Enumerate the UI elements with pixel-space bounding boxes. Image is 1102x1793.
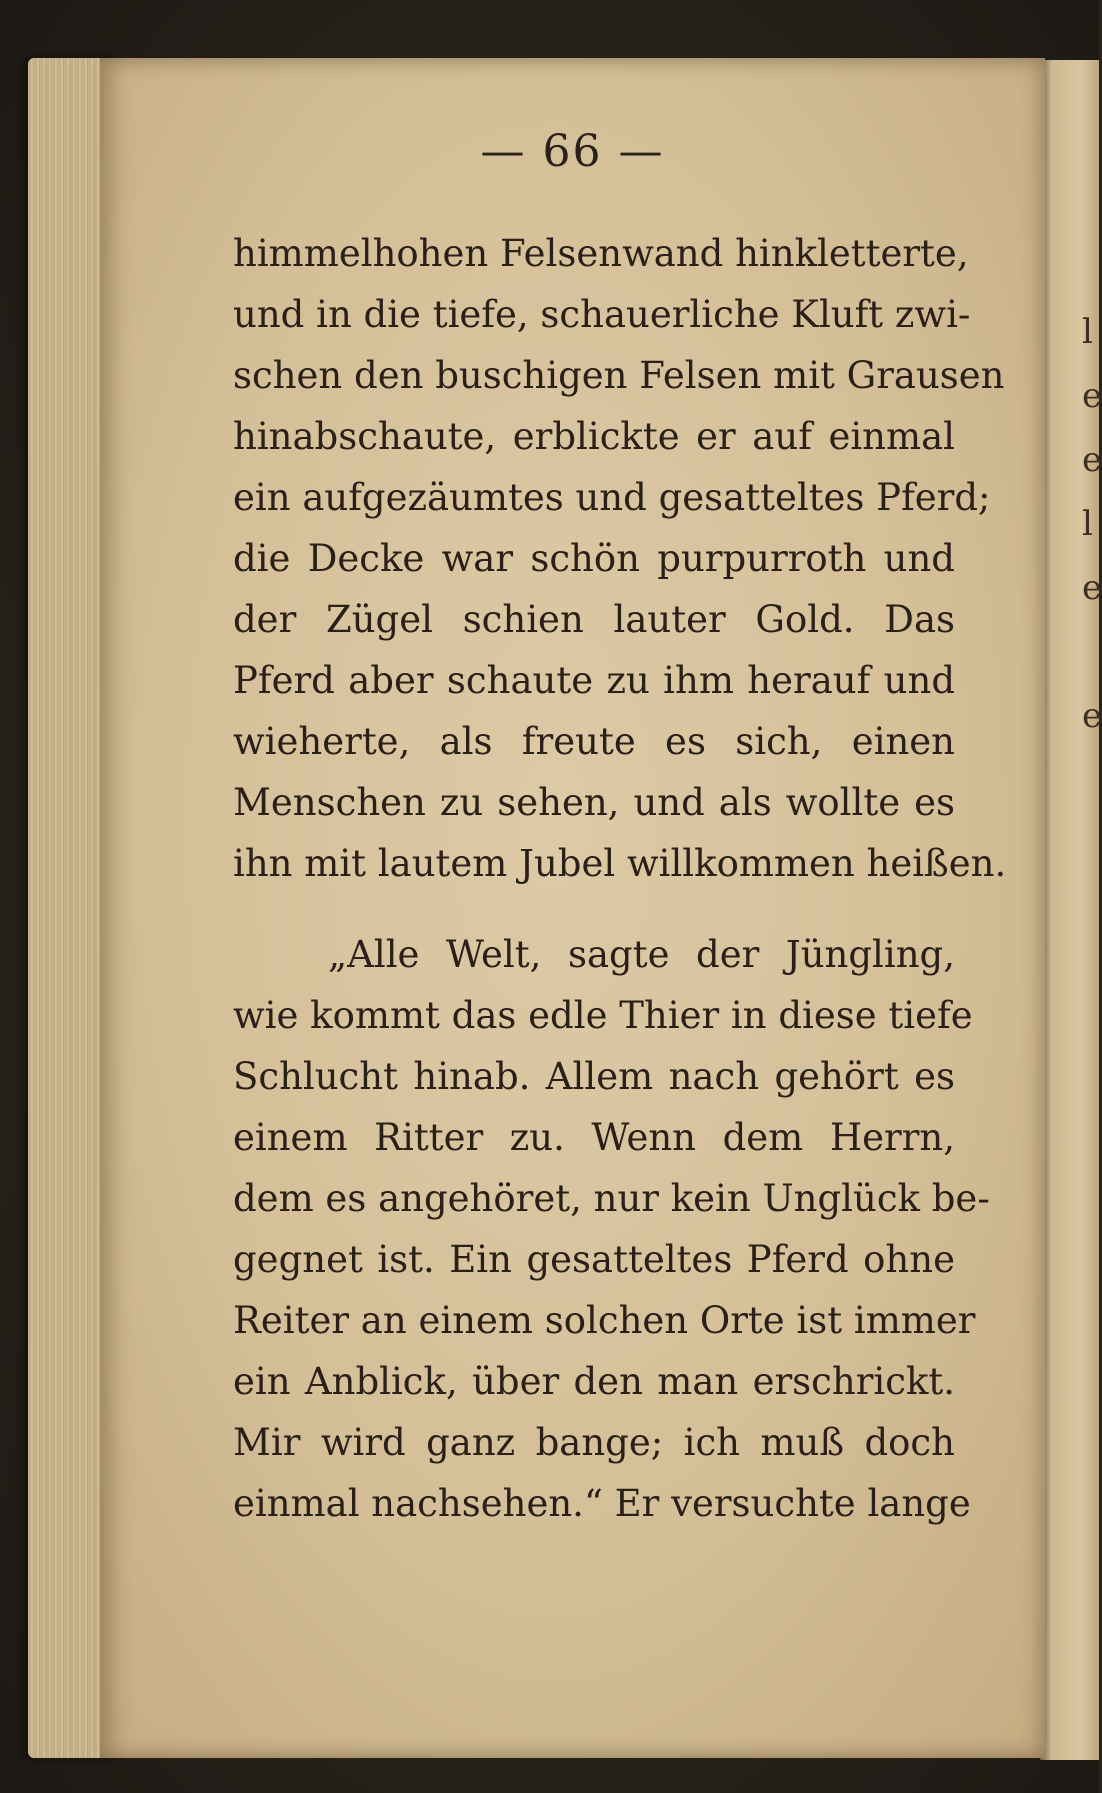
text-line: Pferd aber schaute zu ihm herauf und [233,659,955,702]
text-line: wie kommt das edle Thier in diese tiefe [233,994,973,1037]
text-line: schen den buschigen Felsen mit Grausen [233,354,1005,397]
page-number: — 66 — [480,126,665,177]
text-line: einmal nachsehen.“ Er versuchte lange [233,1482,971,1525]
next-page-letters: l e e l e e [1082,312,1102,736]
next-page-edge [1040,60,1102,1760]
text-line: ihn mit lautem Jubel willkommen heißen. [233,842,1007,885]
paragraph-gap [233,894,955,924]
text-line: gegnet ist. Ein gesatteltes Pferd ohne [233,1238,955,1281]
page-text [233,223,1007,1534]
text-line: und in die tiefe, schauerliche Kluft zwi- [233,293,971,336]
text-line: dem es angehöret, nur kein Unglück be- [233,1177,990,1220]
text-line: ein Anblick, über den man erschrickt. [233,1360,955,1403]
text-line: einem Ritter zu. Wenn dem Herrn, [233,1116,955,1159]
text-line: himmelhohen Felsenwand hinkletterte, [233,232,969,275]
text-line: die Decke war schön purpurroth und [233,537,955,580]
text-line: Schlucht hinab. Allem nach gehört es [233,1055,955,1098]
text-line: Menschen zu sehen, und als wollte es [233,781,955,824]
text-line: „Alle Welt, sagte der Jüngling, [328,933,955,976]
text-line: Mir wird ganz bange; ich muß doch [233,1421,955,1464]
text-line: Reiter an einem solchen Orte ist immer [233,1299,976,1342]
text-line: wieherte, als freute es sich, einen [233,720,955,763]
text-line: hinabschaute, erblickte er auf einmal [233,415,955,458]
book-page [100,58,1045,1758]
text-line: ein aufgezäumtes und gesatteltes Pferd; [233,476,991,519]
text-line: der Zügel schien lauter Gold. Das [233,598,955,641]
